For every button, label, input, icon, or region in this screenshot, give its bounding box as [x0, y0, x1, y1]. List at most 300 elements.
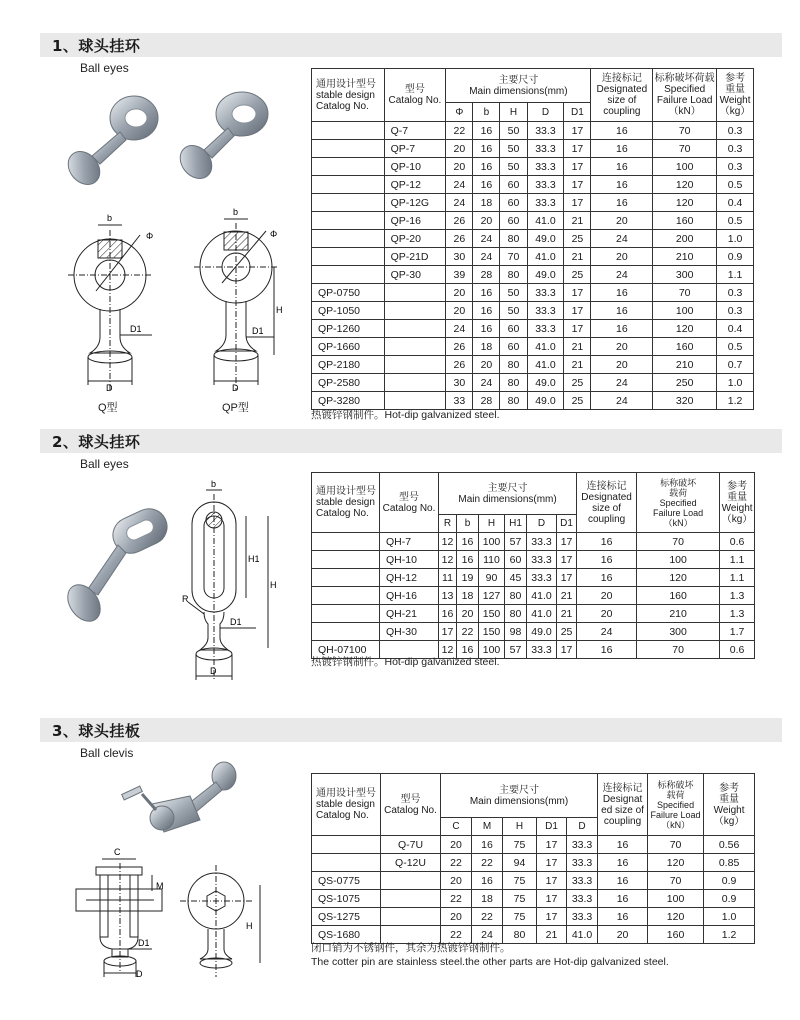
table-cell: 16 — [591, 122, 653, 140]
table-cell: 41.0 — [527, 212, 564, 230]
table-cell — [312, 266, 385, 284]
table-cell: 22 — [446, 122, 473, 140]
model-header: 型号 Catalog No. — [380, 473, 439, 533]
table-cell: 80 — [505, 587, 527, 605]
table-cell: 33.3 — [527, 194, 564, 212]
table-cell: QP-3280 — [312, 392, 385, 410]
table-cell: 41.0 — [567, 926, 598, 944]
table-cell: 25 — [564, 230, 591, 248]
table-cell: QH-10 — [380, 551, 439, 569]
table-row — [312, 302, 754, 320]
table-cell: 16 — [472, 872, 503, 890]
q-type-drawing — [68, 213, 153, 393]
table-cell: 16 — [457, 551, 479, 569]
ball-eye-long-photo — [60, 505, 180, 635]
table-cell — [381, 890, 441, 908]
table-cell: 17 — [564, 320, 591, 338]
table-cell: 49.0 — [527, 266, 564, 284]
section-3-header — [40, 718, 782, 742]
table-cell: 20 — [441, 872, 472, 890]
table-cell — [312, 212, 385, 230]
h-label: H — [276, 305, 283, 315]
table-cell — [384, 302, 446, 320]
table-cell: 49.0 — [527, 374, 564, 392]
coupling-header: 连接标记 Designated size of coupling — [591, 69, 653, 122]
table-cell: 19 — [457, 569, 479, 587]
table-cell: 26 — [446, 338, 473, 356]
table-cell: 60 — [500, 194, 527, 212]
table-cell: 1.2 — [717, 392, 754, 410]
table-cell: 1.0 — [704, 908, 755, 926]
table-cell: 25 — [564, 374, 591, 392]
table-cell: 16 — [473, 158, 500, 176]
table-row — [312, 266, 754, 284]
dim-col-header: D1 — [564, 103, 591, 122]
table-cell — [312, 854, 381, 872]
table-cell: 1.7 — [720, 623, 755, 641]
table-cell: 80 — [500, 374, 527, 392]
table-cell: 300 — [653, 266, 717, 284]
table-cell: 70 — [500, 248, 527, 266]
table-cell: 150 — [479, 605, 505, 623]
catalog-header: 通用设计型号 stable design Catalog No. — [312, 473, 380, 533]
qp-ball-eye-photo — [174, 92, 268, 185]
ball-eye-photos — [62, 84, 290, 194]
load-header: 标称破坏 载荷 Specified Failure Load （kN） — [637, 473, 720, 533]
table-cell: 33.3 — [527, 641, 557, 659]
table-cell: 1.3 — [720, 605, 755, 623]
table-cell: 57 — [505, 533, 527, 551]
table-cell: 17 — [564, 158, 591, 176]
table-cell — [312, 551, 380, 569]
table-cell: 0.85 — [704, 854, 755, 872]
table-cell: 100 — [637, 551, 720, 569]
table-cell: 24 — [591, 374, 653, 392]
table-cell: 24 — [473, 374, 500, 392]
d-label: D — [232, 383, 239, 393]
table-cell: 17 — [537, 890, 567, 908]
model-header: 型号 Catalog No. — [384, 69, 446, 122]
load-header: 标称破坏荷载 Specified Failure Load （kN） — [653, 69, 717, 122]
table-cell: 75 — [503, 836, 537, 854]
table-cell: 17 — [564, 194, 591, 212]
table-cell: 33.3 — [567, 908, 598, 926]
model-header: 型号 Catalog No. — [381, 774, 441, 836]
phi-label: Φ — [146, 231, 154, 241]
table-cell: 21 — [537, 926, 567, 944]
table-cell: 0.3 — [717, 158, 754, 176]
table-cell: 75 — [503, 890, 537, 908]
table-cell: 50 — [500, 284, 527, 302]
section-subtitle: Ball clevis — [80, 746, 134, 760]
table-cell: 24 — [591, 230, 653, 248]
table-cell: 25 — [557, 623, 577, 641]
table-cell: 33.3 — [527, 569, 557, 587]
table-cell: QH-07100 — [312, 641, 380, 659]
section-title: 3、球头挂板 — [52, 721, 141, 740]
table-cell: 1.0 — [717, 230, 754, 248]
table-cell: 16 — [591, 320, 653, 338]
table-cell: 24 — [591, 392, 653, 410]
table-cell: 60 — [500, 320, 527, 338]
table-cell: 18 — [473, 338, 500, 356]
table-cell: QP-2180 — [312, 356, 385, 374]
table-cell: 70 — [648, 872, 704, 890]
table-cell: 17 — [537, 872, 567, 890]
table-cell — [312, 605, 380, 623]
table-cell — [381, 908, 441, 926]
table-cell: QP-12 — [384, 176, 446, 194]
q-ball-eye-photo — [62, 96, 158, 191]
table-cell — [312, 533, 380, 551]
table-cell: 210 — [653, 356, 717, 374]
table-row — [312, 533, 755, 551]
dims-header: 主要尺寸 Main dimensions(mm) — [441, 774, 598, 818]
table-cell: 33.3 — [527, 122, 564, 140]
qp-type-drawing — [194, 207, 283, 393]
table-cell: 120 — [648, 854, 704, 872]
table-cell: 41.0 — [527, 338, 564, 356]
table-cell: 24 — [472, 926, 503, 944]
table-cell: 60 — [505, 551, 527, 569]
table-cell: 50 — [500, 122, 527, 140]
table-row — [312, 872, 755, 890]
table-row — [312, 158, 754, 176]
table-cell: 0.9 — [704, 872, 755, 890]
phi-label: Φ — [270, 229, 278, 239]
r-label: R — [182, 594, 189, 604]
table-cell: 100 — [653, 158, 717, 176]
table-cell: 17 — [564, 122, 591, 140]
table-cell: 100 — [479, 533, 505, 551]
table-row — [312, 854, 755, 872]
table-cell: QH-16 — [380, 587, 439, 605]
table-cell: 120 — [653, 194, 717, 212]
dims-header: 主要尺寸 Main dimensions(mm) — [439, 473, 577, 515]
table-cell: 20 — [577, 587, 637, 605]
table-cell: QH-7 — [380, 533, 439, 551]
table-cell: 16 — [598, 890, 648, 908]
section-2-note: 热镀锌钢制件。Hot-dip galvanized steel. — [311, 656, 500, 668]
table-cell: 0.9 — [704, 890, 755, 908]
table-cell: 1.1 — [720, 551, 755, 569]
table-cell: QH-30 — [380, 623, 439, 641]
table-cell: 160 — [653, 212, 717, 230]
dim-col-header: H1 — [505, 515, 527, 533]
b-label: b — [211, 480, 217, 489]
table-cell: 60 — [500, 212, 527, 230]
m-label: M — [156, 881, 164, 891]
table-cell — [312, 836, 381, 854]
table-cell: QP-2580 — [312, 374, 385, 392]
table-cell: 0.3 — [717, 122, 754, 140]
table-cell: QH-12 — [380, 569, 439, 587]
ball-clevis-spec-table — [311, 773, 755, 944]
table-cell: 22 — [441, 890, 472, 908]
table-cell: 25 — [564, 266, 591, 284]
ball-eyes-spec-table-2 — [311, 472, 755, 659]
table-cell: 20 — [598, 926, 648, 944]
table-cell: 16 — [591, 194, 653, 212]
table-cell: 20 — [441, 908, 472, 926]
table-cell: 12 — [439, 533, 457, 551]
table-cell: 120 — [648, 908, 704, 926]
table-cell: 49.0 — [527, 392, 564, 410]
table-cell — [384, 320, 446, 338]
table-cell: 20 — [446, 158, 473, 176]
table-cell: QP-20 — [384, 230, 446, 248]
table-cell: Q-12U — [381, 854, 441, 872]
table-cell: 90 — [479, 569, 505, 587]
ball-clevis-technical-drawing — [66, 845, 286, 980]
table-cell: 250 — [653, 374, 717, 392]
table-cell: 70 — [648, 836, 704, 854]
table-cell: 16 — [439, 605, 457, 623]
table-row — [312, 605, 755, 623]
table-cell: 16 — [473, 176, 500, 194]
table-cell: 0.6 — [720, 533, 755, 551]
table-row — [312, 623, 755, 641]
table-cell: 20 — [577, 605, 637, 623]
table-cell: 100 — [479, 641, 505, 659]
table-cell: 33.3 — [527, 140, 564, 158]
table-cell — [381, 872, 441, 890]
table-cell: QS-1075 — [312, 890, 381, 908]
table-row — [312, 194, 754, 212]
table-cell: 12 — [439, 641, 457, 659]
table-cell: 20 — [457, 605, 479, 623]
table-cell: 21 — [557, 587, 577, 605]
table-row — [312, 356, 754, 374]
table-cell: 16 — [598, 854, 648, 872]
table-cell: 26 — [446, 212, 473, 230]
table-cell: 24 — [446, 320, 473, 338]
table-cell — [312, 122, 385, 140]
table-row — [312, 587, 755, 605]
table-cell: 16 — [577, 533, 637, 551]
dim-col-header: M — [472, 818, 503, 836]
table-cell: 12 — [439, 551, 457, 569]
section-title: 1、球头挂环 — [52, 36, 141, 55]
table-cell: 33.3 — [527, 158, 564, 176]
table-cell: 17 — [564, 284, 591, 302]
qp-type-caption: QP型 — [222, 402, 249, 414]
q-type-caption: Q型 — [98, 402, 118, 414]
dim-col-header: b — [473, 103, 500, 122]
table-cell — [312, 230, 385, 248]
d1-label: D1 — [130, 324, 142, 334]
table-cell: 33.3 — [527, 320, 564, 338]
table-cell: 24 — [446, 176, 473, 194]
table-cell: 16 — [473, 320, 500, 338]
table-cell: 210 — [653, 248, 717, 266]
dim-col-header: D — [567, 818, 598, 836]
table-cell: 0.9 — [717, 248, 754, 266]
table-cell: 26 — [446, 356, 473, 374]
table-cell: 17 — [564, 140, 591, 158]
section-3-note: 闭口销为不锈钢件，其余为热镀锌钢制件。 The cotter pin are stainless steel.the other parts are Hot-dip galvanized steel. — [311, 942, 669, 968]
table-cell: 160 — [653, 338, 717, 356]
coupling-header: 连接标记 Designat ed size of coupling — [598, 774, 648, 836]
table-cell: 300 — [637, 623, 720, 641]
table-cell: QP-10 — [384, 158, 446, 176]
coupling-header: 连接标记 Designated size of coupling — [577, 473, 637, 533]
weight-header: 参考 重量 Weight （kg） — [717, 69, 754, 122]
table-cell: 22 — [441, 854, 472, 872]
table-cell: 18 — [472, 890, 503, 908]
catalog-header: 通用设计型号 stable design Catalog No. — [312, 69, 385, 122]
table-cell: 21 — [557, 605, 577, 623]
table-cell: 320 — [653, 392, 717, 410]
table-cell: 22 — [472, 908, 503, 926]
table-cell: 20 — [473, 356, 500, 374]
table-row — [312, 212, 754, 230]
table-cell: 24 — [473, 248, 500, 266]
table-cell: 33.3 — [567, 854, 598, 872]
table-cell: 20 — [473, 212, 500, 230]
table-cell: 17 — [557, 569, 577, 587]
table-cell: QP-1260 — [312, 320, 385, 338]
table-cell: 24 — [473, 230, 500, 248]
table-cell: 24 — [446, 194, 473, 212]
table-cell: 25 — [564, 392, 591, 410]
section-title: 2、球头挂环 — [52, 432, 141, 451]
table-cell: 16 — [577, 641, 637, 659]
table-cell: 0.3 — [717, 140, 754, 158]
table-row — [312, 551, 755, 569]
table-cell: 49.0 — [527, 623, 557, 641]
table-cell: 20 — [591, 356, 653, 374]
table-cell: 0.4 — [717, 320, 754, 338]
table-cell: QS-1680 — [312, 926, 381, 944]
ball-eye-long-technical-drawing — [176, 480, 296, 685]
table-cell: 80 — [500, 230, 527, 248]
table-cell: 0.5 — [717, 176, 754, 194]
h1-label: H1 — [248, 554, 260, 564]
dim-col-header: D1 — [537, 818, 567, 836]
table-cell: 16 — [577, 569, 637, 587]
table-cell: 75 — [503, 872, 537, 890]
dim-col-header: R — [439, 515, 457, 533]
table-cell: 11 — [439, 569, 457, 587]
table-cell: 21 — [564, 338, 591, 356]
table-row — [312, 284, 754, 302]
dim-col-header: H — [500, 103, 527, 122]
table-cell: 0.5 — [717, 212, 754, 230]
table-cell: 98 — [505, 623, 527, 641]
table-cell: 80 — [500, 356, 527, 374]
table-cell: 39 — [446, 266, 473, 284]
table-cell: QS-0775 — [312, 872, 381, 890]
c-label: C — [114, 847, 121, 857]
table-cell: 80 — [500, 392, 527, 410]
table-cell: 120 — [637, 569, 720, 587]
table-cell: 100 — [653, 302, 717, 320]
d1-label: D1 — [138, 938, 150, 948]
catalog-header: 通用设计型号 stable design Catalog No. — [312, 774, 381, 836]
table-cell: 22 — [441, 926, 472, 944]
table-cell: 70 — [637, 641, 720, 659]
table-cell — [312, 569, 380, 587]
table-cell: 1.1 — [720, 569, 755, 587]
dim-col-header: D1 — [557, 515, 577, 533]
clevis-side-view — [76, 847, 164, 979]
table-cell: 49.0 — [527, 230, 564, 248]
table-cell: 80 — [505, 605, 527, 623]
table-cell: 160 — [648, 926, 704, 944]
dim-col-header: b — [457, 515, 479, 533]
table-cell: 24 — [577, 623, 637, 641]
table-cell: QP-7 — [384, 140, 446, 158]
table-cell — [312, 140, 385, 158]
table-cell: 1.2 — [704, 926, 755, 944]
table-cell: 16 — [591, 176, 653, 194]
table-cell: 16 — [591, 140, 653, 158]
table-cell: 20 — [591, 248, 653, 266]
dim-col-header: D — [527, 515, 557, 533]
table-row — [312, 890, 755, 908]
table-cell: 210 — [637, 605, 720, 623]
table-cell: 70 — [653, 122, 717, 140]
table-cell: 18 — [457, 587, 479, 605]
table-cell: QH-21 — [380, 605, 439, 623]
d-label: D — [106, 383, 113, 393]
table-cell: 16 — [473, 140, 500, 158]
table-cell: 1.0 — [717, 374, 754, 392]
table-cell: 20 — [446, 284, 473, 302]
table-cell: 41.0 — [527, 605, 557, 623]
table-cell: 200 — [653, 230, 717, 248]
table-cell: 33.3 — [567, 836, 598, 854]
table-cell: 0.3 — [717, 302, 754, 320]
table-cell: 17 — [564, 302, 591, 320]
table-cell: 0.4 — [717, 194, 754, 212]
table-cell: 41.0 — [527, 356, 564, 374]
table-cell: 80 — [503, 926, 537, 944]
table-cell: 21 — [564, 356, 591, 374]
table-row — [312, 836, 755, 854]
table-cell: 33.3 — [527, 302, 564, 320]
table-cell: 20 — [591, 212, 653, 230]
table-cell: 22 — [457, 623, 479, 641]
table-cell: 16 — [591, 284, 653, 302]
load-header: 标称破坏 载荷 Specified Failure Load （kN） — [648, 774, 704, 836]
table-cell: 16 — [591, 302, 653, 320]
d-label: D — [210, 666, 217, 676]
table-cell: 16 — [598, 836, 648, 854]
table-cell: 60 — [500, 176, 527, 194]
h-label: H — [246, 921, 253, 931]
table-cell: 20 — [446, 302, 473, 320]
table-cell: QP-30 — [384, 266, 446, 284]
table-cell: QP-16 — [384, 212, 446, 230]
table-cell: 33.3 — [527, 284, 564, 302]
table-cell — [312, 248, 385, 266]
table-cell: 127 — [479, 587, 505, 605]
table-row — [312, 248, 754, 266]
table-cell: 26 — [446, 230, 473, 248]
table-cell: 33.3 — [527, 551, 557, 569]
table-cell: 0.7 — [717, 356, 754, 374]
table-cell: 0.3 — [717, 284, 754, 302]
table-cell: 21 — [564, 212, 591, 230]
d-label: D — [136, 969, 143, 979]
table-cell: Q-7U — [381, 836, 441, 854]
d1-label: D1 — [230, 617, 242, 627]
table-cell: 16 — [472, 836, 503, 854]
ball-eyes-spec-table-1 — [311, 68, 754, 410]
table-cell: 50 — [500, 140, 527, 158]
